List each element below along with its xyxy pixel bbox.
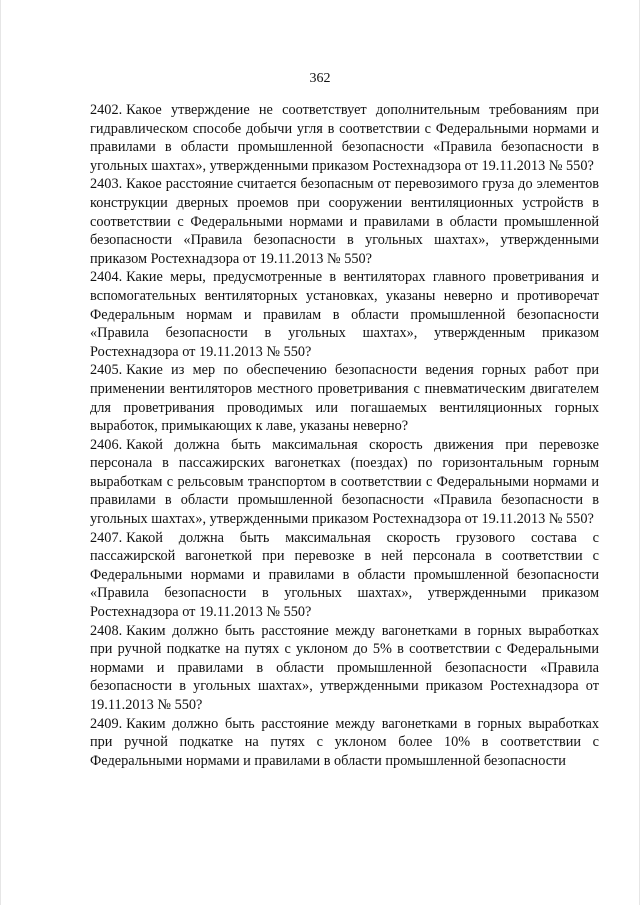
scan-edge-left bbox=[0, 0, 1, 905]
question-text: Каким должно быть расстояние между вагонетками в горных выработках при ручной подкатке на путях с уклоном более 10% в соответствии с Федеральными нормами и правилами в области промышленной безопасности bbox=[90, 715, 599, 769]
question-number: 2407. bbox=[90, 529, 123, 546]
question-number: 2404. bbox=[90, 269, 123, 286]
question-number: 2409. bbox=[90, 715, 123, 732]
question-number: 2402. bbox=[90, 102, 123, 118]
question-2403 bbox=[90, 175, 599, 268]
question-2406 bbox=[90, 436, 599, 529]
question-text: Каким должно быть расстояние между вагонетками в горных выработках при ручной подкатке на путях с уклоном до 5% в соответствии с Федеральными нормами и правилами в области промышленной безопасности «Правила безопасности в угольных шахтах», утвержденными приказом Ростехнадзора от 19.11.2013 № 550? bbox=[90, 622, 599, 713]
question-text: Какой должна быть максимальная скорость движения при перевозке персонала в пассажирских вагонетках (поездах) по горизонтальным горным выработкам с рельсовым транспортом в соответствии с Федеральными нормами и правилами в области промышленной безопасности «Правила безопасности в угольных шахтах», утвержденными приказом Ростехнадзора от 19.11.2013 № 550? bbox=[90, 436, 599, 528]
question-text: Какие из мер по обеспечению безопасности ведения горных работ при применении вентиляторов местного проветривания с пневматическим двигателем для проветривания проводимых или погашаемых вентиляционных горных выработок, примыкающих к лаве, указаны неверно? bbox=[90, 362, 599, 435]
question-text: Какой должна быть максимальная скорость грузового состава с пассажирской вагонеткой при перевозке в ней персонала в соответствии с Федеральными нормами и правилами в области промышленной безопасности «Правила безопасности в угольных шахтах», утвержденными приказом Ростехнадзора от 19.11.2013 № 550? bbox=[90, 529, 599, 621]
question-2402 bbox=[90, 101, 599, 175]
question-number: 2408. bbox=[90, 622, 123, 639]
question-2404 bbox=[90, 268, 599, 361]
question-2409 bbox=[90, 715, 599, 771]
page-number: 362 bbox=[309, 71, 331, 86]
question-text: Какое утверждение не соответствует дополнительным требованиям при гидравлическом способе добычи угля в соответствии с Федеральными нормами и правилами в области промышленной безопасности «Правила безопасности в угольных шахтах», утвержденными приказом Ростехнадзора от 19.11.2013 № 550? bbox=[90, 102, 599, 174]
question-text: Какие меры, предусмотренные в вентиляторах главного проветривания и вспомогательных вентиляторных установках, указаны неверно и противоречат Федеральным нормам и правилам в области промышленной безопасности «Правила безопасности в угольных шахтах», утвержденным приказом Ростехнадзора от 19.11.2013 № 550? bbox=[90, 269, 599, 360]
question-2405 bbox=[90, 361, 599, 435]
question-list bbox=[90, 101, 599, 770]
question-2407 bbox=[90, 529, 599, 622]
question-2408 bbox=[90, 622, 599, 715]
question-number: 2406. bbox=[90, 436, 123, 453]
question-number: 2405. bbox=[90, 362, 123, 379]
question-number: 2403. bbox=[90, 176, 123, 193]
question-text: Какое расстояние считается безопасным от перевозимого груза до элементов конструкции дверных проемов при сооружении вентиляционных устройств в соответствии с Федеральными нормами и правилами в области промышленной безопасности «Правила безопасности в угольных шахтах», утвержденными приказом Ростехнадзора от 19.11.2013 № 550? bbox=[90, 176, 599, 267]
